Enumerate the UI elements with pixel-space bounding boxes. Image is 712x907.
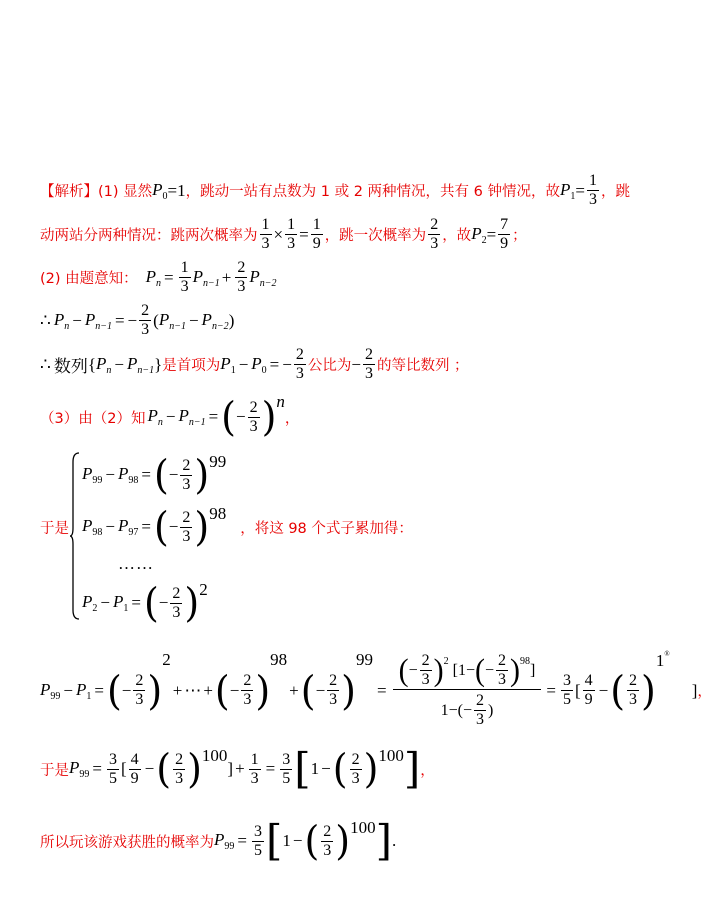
p0: $P_0$ xyxy=(152,179,168,202)
left-brace xyxy=(70,452,80,620)
sum-line: $P_{99}$ − $P_1$ = ( − $\frac{2}{3}$ ) 2 + ⋯ + ( − $\frac{2}{3}$ ) 98 + ( − $\frac{2}{3}$ ) 99 = ( − $\frac{2}{3}$ ) $^2$ [ 1 − ( − $\frac{2}{3}$ ) $^{98}$ ] 1−(− $\frac{2}{3}$ ) = $\frac{3}{5}$ [ $\frac{4}{9}$ − ( $\frac{2}{3}$ ) 1® ] ， xyxy=(40,650,712,728)
line-6: （3）由（2）知 $P_n$ − $P_{n-1}$ = ( − $\frac{2}{3}$ ) n ， xyxy=(40,392,300,441)
p99-line: 于是 $P_{99}$ = $\frac{3}{5}$ [ $\frac{4}{9}$ − ( $\frac{2}{3}$ ) 100 ] + $\frac{1}{3}$ = $\frac{3}{5}$ [ 1 − ( $\frac{2}{3}$ ) 100 ] ， xyxy=(40,744,435,793)
eq-row-98: $P_{98}$ − $P_{97}$ = ( − $\frac{2}{3}$ ) 98 ，将这 98 个式子累加得： xyxy=(82,503,413,551)
p1: $P_1$ xyxy=(559,179,576,202)
final-line: 所以玩该游戏获胜的概率为 $P_{99}$ = $\frac{3}{5}$ [ 1 − ( $\frac{2}{3}$ ) 100 ] . xyxy=(40,816,397,865)
analysis-head: 【解析】(1) 显然 xyxy=(40,184,153,200)
line-5: ∴ 数列 { $P_n$ − $P_{n-1}$ } 是首项为 $P_1$ − $P_0$ = − $\frac{2}{3}$ 公比为 − $\frac{2}{3}$ 的等比数列 ； xyxy=(40,346,469,382)
frac-1-3: $\frac{1}{3}$ xyxy=(588,172,597,208)
line1-mid: ，跳动一站有点数为 1 或 2 两种情况，共有 6 钟情况，故 xyxy=(185,184,560,200)
line-1: 【解析】(1) 显然 $P_0$ = 1 ，跳动一站有点数为 1 或 2 两种情况，共有 6 钟情况，故 $P_1$ = $\frac{1}{3}$ ，跳 xyxy=(40,172,630,208)
eq-row-2: $P_2$ − $P_1$ = ( − $\frac{2}{3}$ ) 2 xyxy=(82,579,208,627)
big-fraction: ( − $\frac{2}{3}$ ) $^2$ [ 1 − ( − $\frac{2}{3}$ ) $^{98}$ ] 1−(− $\frac{2}{3}$ ) xyxy=(393,652,542,729)
eq-row-dots: …… xyxy=(118,554,154,573)
eq-row-99: $P_{99}$ − $P_{98}$ = ( − $\frac{2}{3}$ ) 99 xyxy=(82,451,227,499)
line-2: 动两站分两种情况：跳两次概率为 $\frac{1}{3}$ × $\frac{1}{3}$ = $\frac{1}{9}$ ，跳一次概率为 $\frac{2}{3}$ ，故 $P_2$ = $\frac{7}{9}$ ； xyxy=(40,216,527,252)
line-4: ∴ $P_n$ − $P_{n-1}$ = − $\frac{2}{3}$ ( $P_{n-1}$ − $P_{n-2}$ ) xyxy=(40,302,235,338)
line-3: (2) 由题意知： $P_n$ = $\frac{1}{3}$ $P_{n-1}$ + $\frac{2}{3}$ $P_{n-2}$ xyxy=(40,259,277,295)
yushi-label: 于是 xyxy=(40,521,69,537)
